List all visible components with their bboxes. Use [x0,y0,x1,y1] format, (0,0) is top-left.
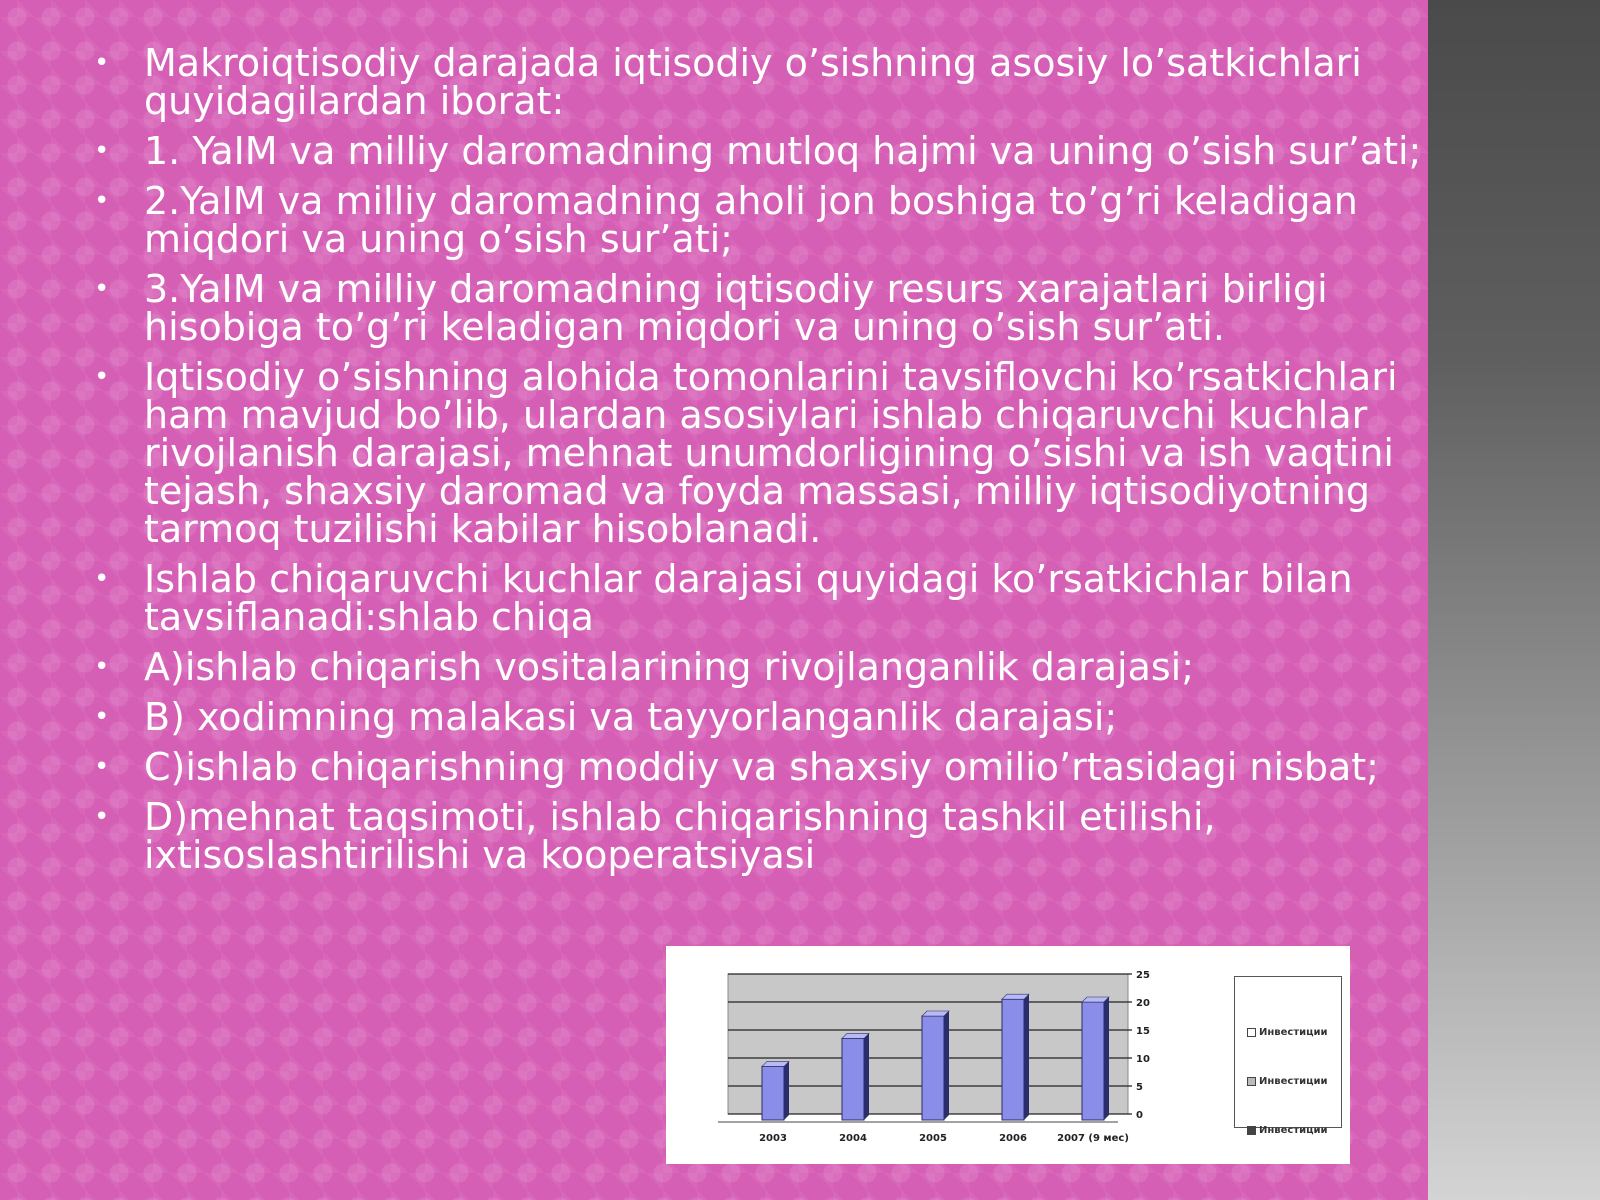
bullet-text: 3.YaIM va milliy daromadning iqtisodiy resurs xarajatlari birligi hisobiga to’g’ri keladigan miqdori va uning o’sish sur’ati. [144,267,1328,349]
bullet-icon: • [94,702,110,732]
bar-top [842,1033,869,1038]
bullet-list [94,41,1424,886]
bullet-text: Ishlab chiqaruvchi kuchlar darajasi quyidagi ko’rsatkichlar bilan tavsiflanadi:shlab chiqa [144,557,1353,639]
bullet-text: Makroiqtisodiy darajada iqtisodiy o’sishning asosiy lo’satkichlari quyidagilardan iborat: [144,41,1362,123]
bullet-icon: • [94,186,110,216]
bar [922,1016,944,1120]
bullet-icon: • [94,362,110,392]
y-tick-label: 15 [1136,1026,1150,1037]
bar [1002,999,1024,1120]
side-gradient-strip [1428,0,1600,1200]
bullet-icon: • [94,752,110,782]
bar-top [922,1011,949,1016]
bullet-item [94,41,1424,123]
bar-chart-image [666,946,1350,1164]
bullet-text: 2.YaIM va milliy daromadning aholi jon boshiga to’g’ri keladigan miqdori va uning o’sish sur’ati; [144,179,1358,261]
bullet-item [94,645,1424,689]
y-tick-label: 0 [1136,1110,1143,1121]
legend-label: Инвестиции [1259,1125,1328,1136]
bullet-item [94,267,1424,349]
bullet-item [94,355,1424,551]
chart-legend [1234,976,1342,1136]
bullet-item [94,179,1424,261]
x-tick-label: 2003 [759,1133,787,1144]
legend-swatch-icon [1247,1126,1256,1135]
bullet-item [94,695,1424,739]
bullet-text: D)mehnat taqsimoti, ishlab chiqarishning tashkil etilishi, ixtisoslashtirilishi va kooperatsiyasi [144,795,1216,877]
bullet-icon: • [94,136,110,166]
bullet-text: A)ishlab chiqarish vositalarining rivojlanganlik darajasi; [144,645,1195,689]
bar-top [1002,994,1029,999]
bar-side [1024,994,1029,1120]
legend-swatch-icon [1247,1028,1256,1037]
bullet-icon: • [94,564,110,594]
bar-side [784,1061,789,1120]
bullet-item [94,129,1424,173]
bar-top [762,1061,789,1066]
bar-side [1104,997,1109,1120]
y-tick-label: 20 [1136,998,1150,1009]
bullet-item [94,745,1424,789]
bullet-item [94,795,1424,877]
bar [842,1038,864,1120]
legend-entry [1247,1125,1328,1136]
bar [762,1066,784,1120]
bullet-text: 1. YaIM va milliy daromadning mutloq hajmi va uning o’sish sur’ati; [144,129,1422,173]
y-tick-label: 5 [1136,1082,1143,1093]
bullet-item [94,557,1424,639]
x-tick-label: 2005 [919,1133,947,1144]
legend-swatch-icon [1247,1077,1256,1086]
legend-entry [1247,1027,1328,1038]
legend-label: Инвестиции [1259,1027,1328,1038]
y-tick-label: 10 [1136,1054,1150,1065]
bullet-icon: • [94,802,110,832]
bullet-text: B) xodimning malakasi va tayyorlanganlik darajasi; [144,695,1118,739]
x-tick-label: 2007 (9 мес) [1057,1133,1129,1144]
bullet-text: C)ishlab chiqarishning moddiy va shaxsiy omilio’rtasidagi nisbat; [144,745,1379,789]
bullet-text: Iqtisodiy o’sishning alohida tomonlarini tavsiflovchi ko’rsatkichlari ham mavjud bo’lib, ulardan asosiylari ishlab chiqaruvchi kuchlar rivojlanish darajasi, mehnat unumdorligining o’sishi va ish vaqtini tejash, shaxsiy daromad va foyda massasi, milliy iqtisodiyotning tarmoq tuzilishi kabilar hisoblanadi. [144,355,1398,551]
x-tick-label: 2004 [839,1133,867,1144]
legend-label: Инвестиции [1259,1076,1328,1087]
bar-side [864,1033,869,1120]
legend-entry [1247,1076,1328,1087]
x-tick-label: 2006 [999,1133,1027,1144]
bullet-icon: • [94,652,110,682]
y-tick-label: 25 [1136,970,1150,981]
bullet-icon: • [94,274,110,304]
bar-top [1082,997,1109,1002]
bullet-icon: • [94,48,110,78]
bar-side [944,1011,949,1120]
bar [1082,1002,1104,1120]
